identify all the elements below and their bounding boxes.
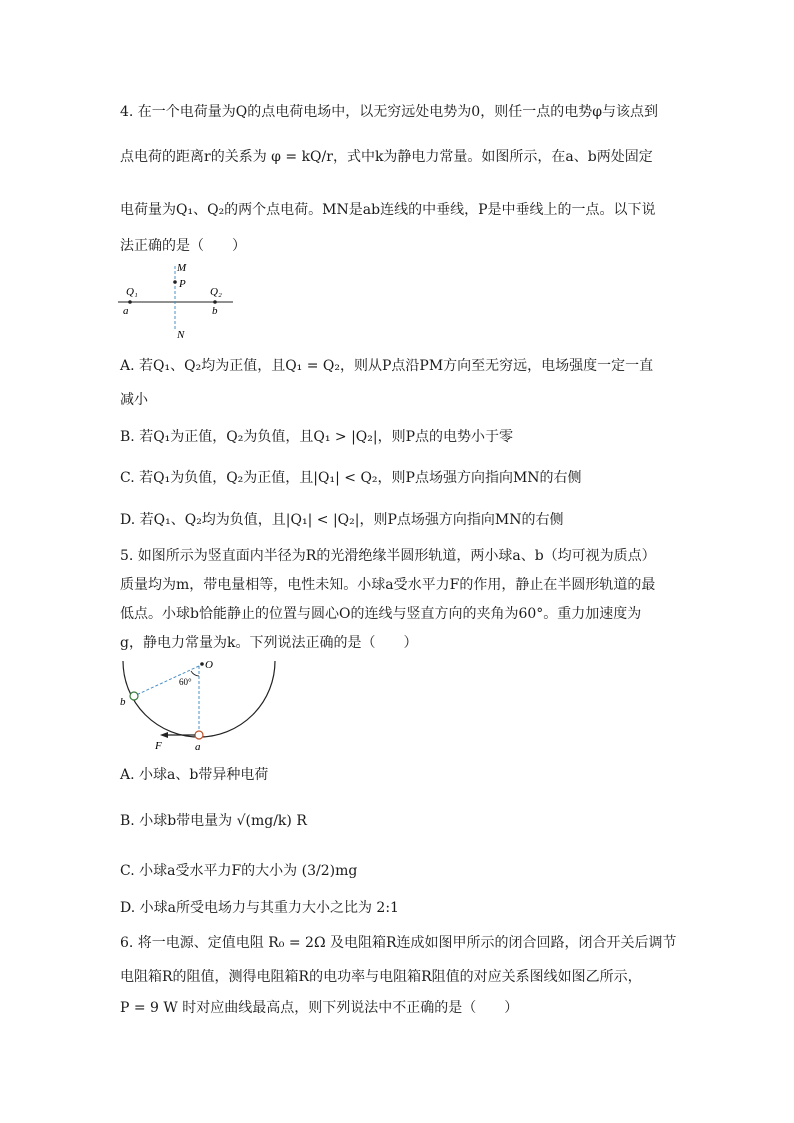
ball-a: [195, 731, 203, 739]
label-o: O: [205, 659, 213, 671]
q6-stem-line-3: P = 9 W 时对应曲线最高点，则下列说法中不正确的是（ ）: [120, 1000, 519, 1016]
center-o-dot: [200, 662, 204, 666]
q4-option-b: B. 若Q₁为正值，Q₂为负值，且Q₁ > |Q₂|，则P点的电势小于零: [120, 429, 514, 445]
label-f: F: [155, 740, 162, 752]
q5-stem-line-4: g，静电力常量为k。下列说法正确的是（ ）: [120, 635, 418, 651]
q5-stem-line-3: 低点。小球b恰能静止的位置与圆心O的连线与竖直方向的夹角为60°。重力加速度为: [120, 606, 642, 622]
angle-arc: [191, 671, 199, 676]
label-a: a: [195, 741, 201, 753]
point-p-dot: [173, 280, 177, 284]
q4-stem-line-2: 点电荷的距离r的关系为 φ = kQ/r，式中k为静电力常量。如图所示，在a、b两处固定: [120, 149, 653, 165]
q4-figure: [118, 258, 238, 342]
label-b: b: [120, 696, 126, 708]
q6-stem-line-2: 电阻箱R的阻值，测得电阻箱R的电功率与电阻箱R阻值的对应关系图线如图乙所示，: [120, 969, 642, 985]
force-f-arrowhead: [160, 732, 168, 738]
label-q1: Q₁: [126, 286, 138, 298]
q5-option-a: A. 小球a、b带异种电荷: [120, 767, 269, 783]
q5-figure: [116, 655, 286, 755]
label-m: M: [177, 262, 187, 274]
label-n: N: [177, 329, 185, 341]
ball-b: [130, 692, 138, 700]
q5-stem-line-1: 5. 如图所示为竖直面内半径为R的光滑绝缘半圆形轨道，两小球a、b（均可视为质点）: [120, 548, 656, 564]
label-p: P: [179, 278, 186, 290]
q4-option-d: D. 若Q₁、Q₂均为负值，且|Q₁| < |Q₂|，则P点场强方向指向MN的右侧: [120, 512, 564, 528]
q4-option-a-line-1: A. 若Q₁、Q₂均为正值，且Q₁ = Q₂，则从P点沿PM方向至无穷远，电场强度一定一直: [120, 358, 654, 374]
q4-stem-line-1: 4. 在一个电荷量为Q的点电荷电场中，以无穷远处电势为0，则任一点的电势φ与该点到: [120, 104, 658, 120]
point-a-dot: [128, 300, 132, 304]
q4-stem-line-3: 电荷量为Q₁、Q₂的两个点电荷。MN是ab连线的中垂线，P是中垂线上的一点。以下说: [120, 202, 656, 218]
q6-stem-line-1: 6. 将一电源、定值电阻 R₀ = 2Ω 及电阻箱R连成如图甲所示的闭合回路，闭合开关后调节: [120, 935, 677, 951]
q5-option-c: C. 小球a受水平力F的大小为 (3/2)mg: [120, 863, 358, 879]
q5-option-d: D. 小球a所受电场力与其重力大小之比为 2:1: [120, 900, 399, 916]
q4-option-a-line-2: 减小: [120, 392, 148, 408]
q5-stem-line-2: 质量均为m，带电量相等，电性未知。小球a受水平力F的作用，静止在半圆形轨道的最: [120, 577, 656, 593]
label-q2: Q₂: [210, 286, 222, 298]
label-angle: 60°: [179, 677, 192, 687]
q5-option-b: B. 小球b带电量为 √(mg/k) R: [120, 813, 307, 829]
label-a: a: [123, 305, 129, 317]
point-b-dot: [213, 300, 217, 304]
q4-option-c: C. 若Q₁为负值，Q₂为正值，且|Q₁| < Q₂，则P点场强方向指向MN的右侧: [120, 470, 582, 486]
label-b: b: [212, 305, 218, 317]
q4-stem-line-4: 法正确的是（ ）: [120, 238, 246, 254]
